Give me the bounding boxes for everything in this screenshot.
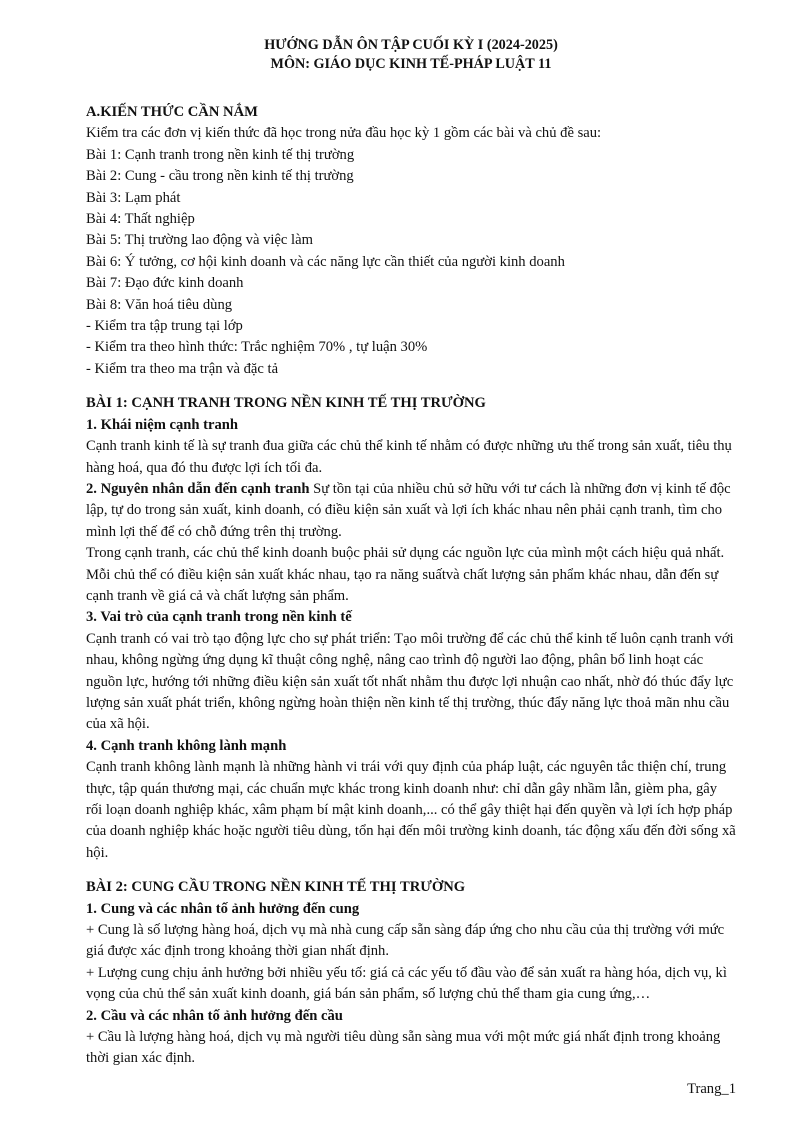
exam-note: - Kiểm tra tập trung tại lớp <box>86 318 243 335</box>
lesson-item: Bài 6: Ý tưởng, cơ hội kinh doanh và các năng lực cần thiết của người kinh doanh <box>86 253 565 270</box>
exam-note: - Kiểm tra theo ma trận và đặc tả <box>86 360 279 377</box>
bai1-s2-paragraph <box>86 479 736 543</box>
lesson-item: Bài 3: Lạm phát <box>86 189 181 206</box>
section-a-heading: A.KIẾN THỨC CẦN NẮM <box>86 104 258 120</box>
page-number: Trang_1 <box>687 1081 736 1097</box>
bai1-s2-text2: Trong cạnh tranh, các chủ thể kinh doanh buộc phải sử dụng các nguồn lực của mình một cách hiệu quả nhất. Mỗi chủ thể có điều kiện sản xuất khác nhau, tạo ra năng suấtvà chất lượng sản phẩm khác nhau, dẫn đến sự cạnh tranh về giá cả và chất lượng sản phẩm. <box>86 545 725 604</box>
section-a-intro: Kiểm tra các đơn vị kiến thức đã học trong nửa đầu học kỳ 1 gồm các bài và chủ đề sau: <box>86 125 602 142</box>
lesson-item: Bài 4: Thất nghiệp <box>86 211 195 228</box>
bai2-s1-text1: + Cung là số lượng hàng hoá, dịch vụ mà nhà cung cấp sẵn sàng đáp ứng cho nhu cầu của thị trường với mức giá được xác định trong khoảng thời gian nhất định. <box>86 922 725 960</box>
exam-note: - Kiểm tra theo hình thức: Trắc nghiệm 70% , tự luận 30% <box>86 339 428 356</box>
bai2-s1-heading: 1. Cung và các nhân tố ảnh hưởng đến cung <box>86 900 360 917</box>
bai1-s3-text: Cạnh tranh có vai trò tạo động lực cho sự phát triển: Tạo môi trường để các chủ thể kinh tế luôn cạnh tranh với nhau, không ngừng ứng dụng kĩ thuật công nghệ, nâng cao trình độ người lao động, phân bổ linh hoạt các nguồn lực, hướng tới những điều kiện sản xuất tốt nhất nhằm thu được lợi nhuận cao nhất, nhờ đó thúc đẩy lực lượng sản xuất phát triển, không ngừng hoàn thiện nền kinh tế thị trường, thúc đẩy năng lực thoả mãn nhu cầu của xã hội. <box>86 630 734 733</box>
bai2-s2-text1: + Cầu là lượng hàng hoá, dịch vụ mà người tiêu dùng sẵn sàng mua với một mức giá nhất định trong khoảng thời gian xác định. <box>86 1029 721 1067</box>
bai1-s4-text: Cạnh tranh không lành mạnh là những hành vi trái với quy định của pháp luật, các nguyên tắc thiện chí, trung thực, tập quán thương mại, các chuẩn mực khác trong kinh doanh như: chỉ dẫn gây nhầm lẫn, gièm pha, gây rối loạn doanh nghiệp khác, xâm phạm bí mật kinh doanh,... có thể gây thiệt hại đến quyền và lợi ích hợp pháp của doanh nghiệp khác hoặc người tiêu dùng, tổn hại đến môi trường kinh doanh, tác động xấu đến đời sống xã hội. <box>86 759 736 861</box>
bai2-s1-text2: + Lượng cung chịu ảnh hưởng bởi nhiều yếu tố: giá cả các yếu tố đầu vào để sản xuất ra hàng hóa, dịch vụ, kì vọng của chủ thể sản xuất kinh doanh, giá bán sản phẩm, số lượng chủ thể tham gia cung ứng,… <box>86 964 727 1003</box>
lesson-item: Bài 7: Đạo đức kinh doanh <box>86 275 244 292</box>
lesson-item: Bài 1: Cạnh tranh trong nền kinh tế thị trường <box>86 146 355 163</box>
document-title: HƯỚNG DẪN ÔN TẬP CUỐI KỲ I (2024-2025) <box>264 37 558 53</box>
bai1-s4-heading: 4. Cạnh tranh không lành mạnh <box>86 737 287 754</box>
bai1-s1-heading: 1. Khái niệm cạnh tranh <box>86 416 239 433</box>
bai2-s2-heading: 2. Cầu và các nhân tố ảnh hưởng đến cầu <box>86 1007 343 1024</box>
bai1-s3-heading: 3. Vai trò của cạnh tranh trong nền kinh tế <box>86 609 352 626</box>
lesson-item: Bài 8: Văn hoá tiêu dùng <box>86 296 233 313</box>
bai1-s2-text: Sự tồn tại của nhiều chủ sở hữu với tư cách là những đơn vị kinh tế độc lập, tự do trong sản xuất, kinh doanh, có điều kiện sản xuất và lợi ích khác nhau nên phải cạnh tranh, tìm cho mình lợi thế để có chỗ đứng trên thị trường. <box>86 480 731 540</box>
bai2-heading: BÀI 2: CUNG CẦU TRONG NỀN KINH TẾ THỊ TRƯỜNG <box>86 879 466 896</box>
document-page <box>86 36 736 1070</box>
lesson-item: Bài 2: Cung - cầu trong nền kinh tế thị trường <box>86 168 354 185</box>
bai1-s2-heading: 2. Nguyên nhân dẫn đến cạnh tranh <box>86 480 310 497</box>
document-subtitle: MÔN: GIÁO DỤC KINH TẾ-PHÁP LUẬT 11 <box>270 56 552 72</box>
bai1-heading: BÀI 1: CẠNH TRANH TRONG NỀN KINH TẾ THỊ TRƯỜNG <box>86 395 486 412</box>
bai1-s1-text: Cạnh tranh kinh tế là sự tranh đua giữa các chủ thể kinh tế nhằm có được những ưu thế trong sản xuất, tiêu thụ hàng hoá, qua đó thu được lợi ích tối đa. <box>86 438 732 476</box>
lesson-item: Bài 5: Thị trường lao động và việc làm <box>86 232 313 249</box>
